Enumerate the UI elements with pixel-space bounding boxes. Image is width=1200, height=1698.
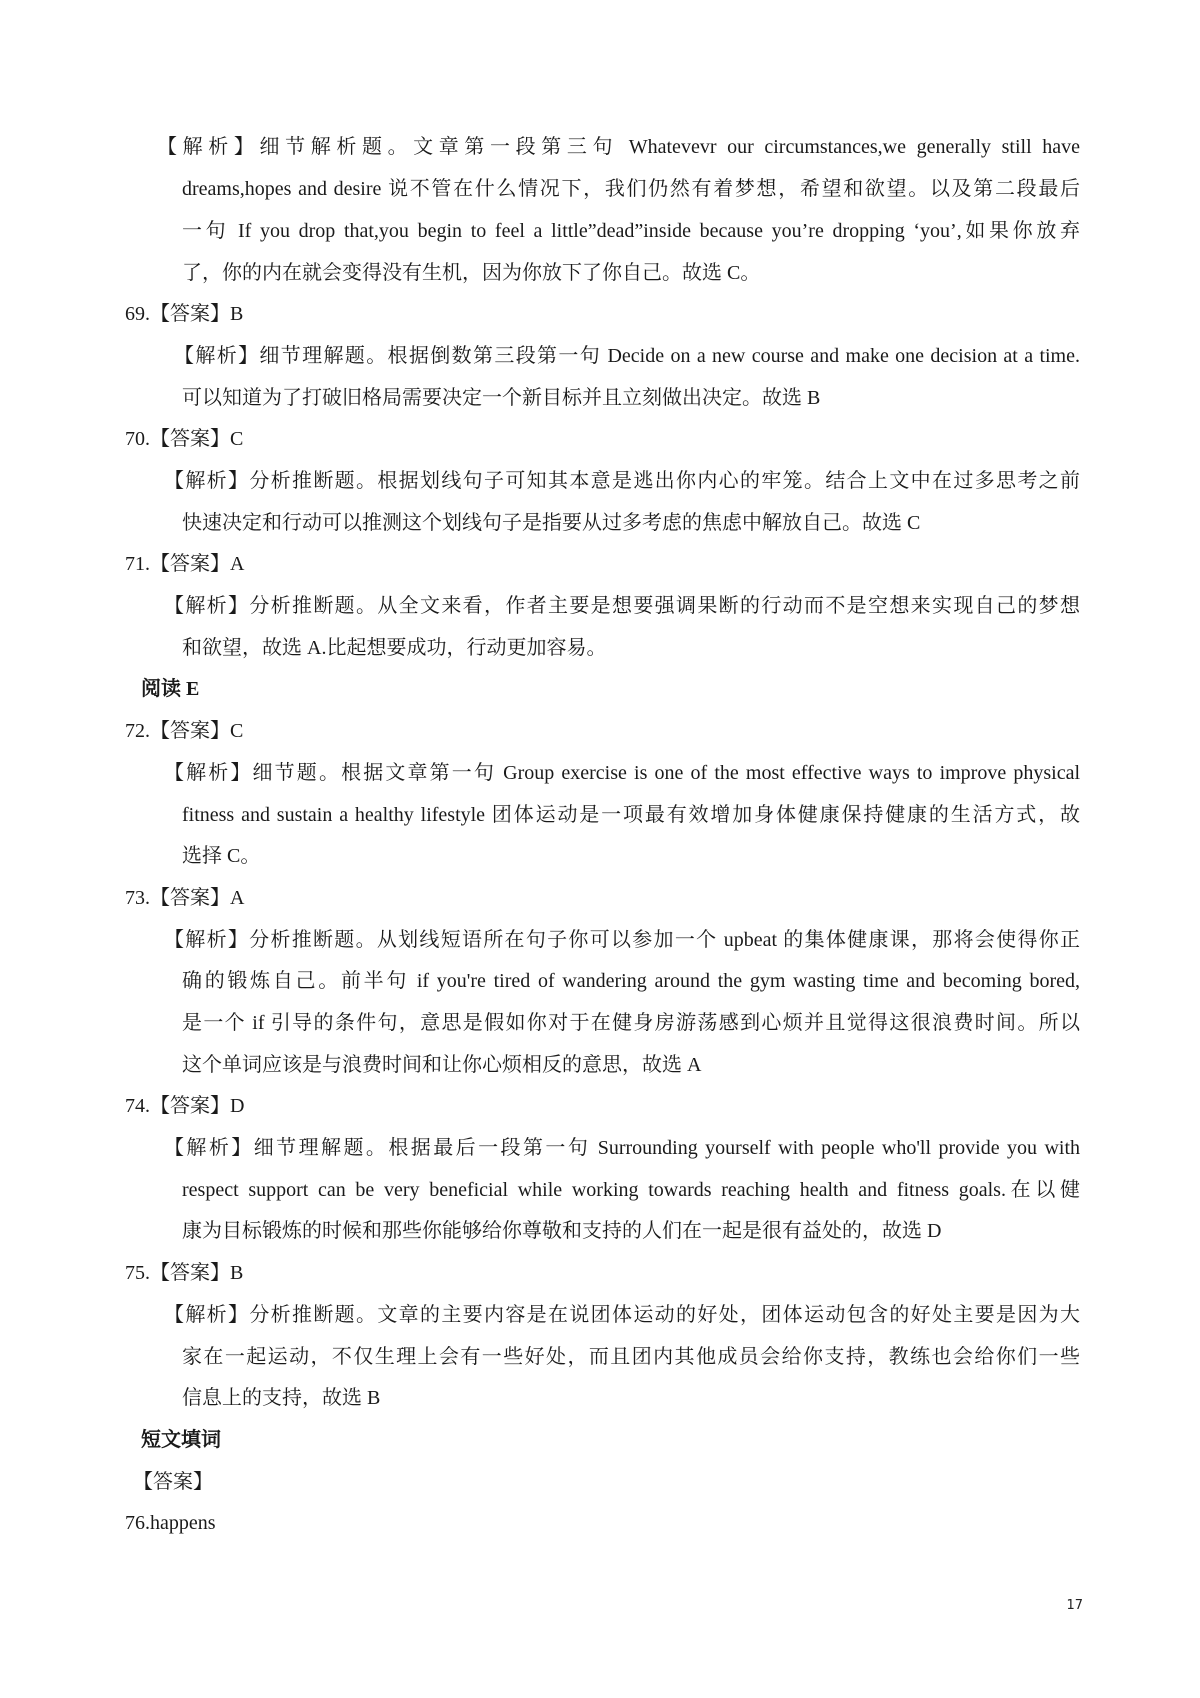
section-heading-fill-in: 短文填词 <box>141 1429 221 1451</box>
analysis-72-line-3: 选择 C。 <box>182 845 261 867</box>
analysis-73-line-2: 确的锻炼自己。前半句 if you're tired of wandering around the gym wasting time and becoming bored, <box>182 970 1080 992</box>
analysis-69-line-2: 可以知道为了打破旧格局需要决定一个新目标并且立刻做出决定。故选 B <box>182 387 821 409</box>
analysis-74-line-2: respect support can be very beneficial while working towards reaching health and fitness goals.在以健 <box>182 1179 1080 1201</box>
analysis-75-line-2: 家在一起运动，不仅生理上会有一些好处，而且团内其他成员会给你支持，教练也会给你们一些 <box>182 1346 1080 1368</box>
analysis-73-line-4: 这个单词应该是与浪费时间和让你心烦相反的意思，故选 A <box>182 1054 702 1076</box>
analysis-73-line-3: 是一个 if 引导的条件句，意思是假如你对于在健身房游荡感到心烦并且觉得这很浪费时间。所以 <box>182 1012 1080 1034</box>
analysis-72-line-1: 【解析】细节题。根据文章第一句 Group exercise is one of the most effective ways to improve physical <box>164 762 1080 784</box>
answer-70: 70.【答案】C <box>125 428 244 450</box>
analysis-72-line-2: fitness and sustain a healthy lifestyle 团体运动是一项最有效增加身体健康保持健康的生活方式，故 <box>182 804 1080 826</box>
analysis-68-line-1: 【解析】细节解析题。文章第一段第三句 Whatevevr our circumstances,we generally still have <box>157 136 1080 158</box>
analysis-68-line-2: dreams,hopes and desire 说不管在什么情况下，我们仍然有着梦想，希望和欲望。以及第二段最后 <box>182 178 1080 200</box>
analysis-74-line-3: 康为目标锻炼的时候和那些你能够给你尊敬和支持的人们在一起是很有益处的，故选 D <box>182 1220 942 1242</box>
analysis-74-line-1: 【解析】细节理解题。根据最后一段第一句 Surrounding yourself with people who'll provide you with <box>164 1137 1080 1159</box>
page-number: 17 <box>1066 1598 1083 1613</box>
analysis-70-line-2: 快速决定和行动可以推测这个划线句子是指要从过多考虑的焦虑中解放自己。故选 C <box>182 512 921 534</box>
analysis-70-line-1: 【解析】分析推断题。根据划线句子可知其本意是逃出你内心的牢笼。结合上文中在过多思考之前 <box>164 470 1080 492</box>
answer-75: 75.【答案】B <box>125 1262 244 1284</box>
answer-label: 【答案】 <box>133 1471 213 1493</box>
answer-76: 76.happens <box>125 1512 216 1534</box>
analysis-68-line-3: 一句 If you drop that,you begin to feel a little”dead”inside because you’re dropping ‘you’,如果你放弃 <box>182 220 1080 242</box>
analysis-75-line-3: 信息上的支持，故选 B <box>182 1387 381 1409</box>
answer-69: 69.【答案】B <box>125 303 244 325</box>
analysis-75-line-1: 【解析】分析推断题。文章的主要内容是在说团体运动的好处，团体运动包含的好处主要是因为大 <box>164 1304 1080 1326</box>
analysis-71-line-2: 和欲望，故选 A.比起想要成功，行动更加容易。 <box>182 637 607 659</box>
analysis-73-line-1: 【解析】分析推断题。从划线短语所在句子你可以参加一个 upbeat 的集体健康课，那将会使得你正 <box>164 929 1080 951</box>
analysis-71-line-1: 【解析】分析推断题。从全文来看，作者主要是想要强调果断的行动而不是空想来实现自己的梦想 <box>164 595 1080 617</box>
answer-72: 72.【答案】C <box>125 720 244 742</box>
section-heading-reading-e: 阅读 E <box>141 678 200 700</box>
analysis-68-line-4: 了，你的内在就会变得没有生机，因为你放下了你自己。故选 C。 <box>182 262 761 284</box>
answer-73: 73.【答案】A <box>125 887 245 909</box>
answer-71: 71.【答案】A <box>125 553 245 575</box>
answer-74: 74.【答案】D <box>125 1095 245 1117</box>
analysis-69-line-1: 【解析】细节理解题。根据倒数第三段第一句 Decide on a new course and make one decision at a time. <box>174 345 1080 367</box>
